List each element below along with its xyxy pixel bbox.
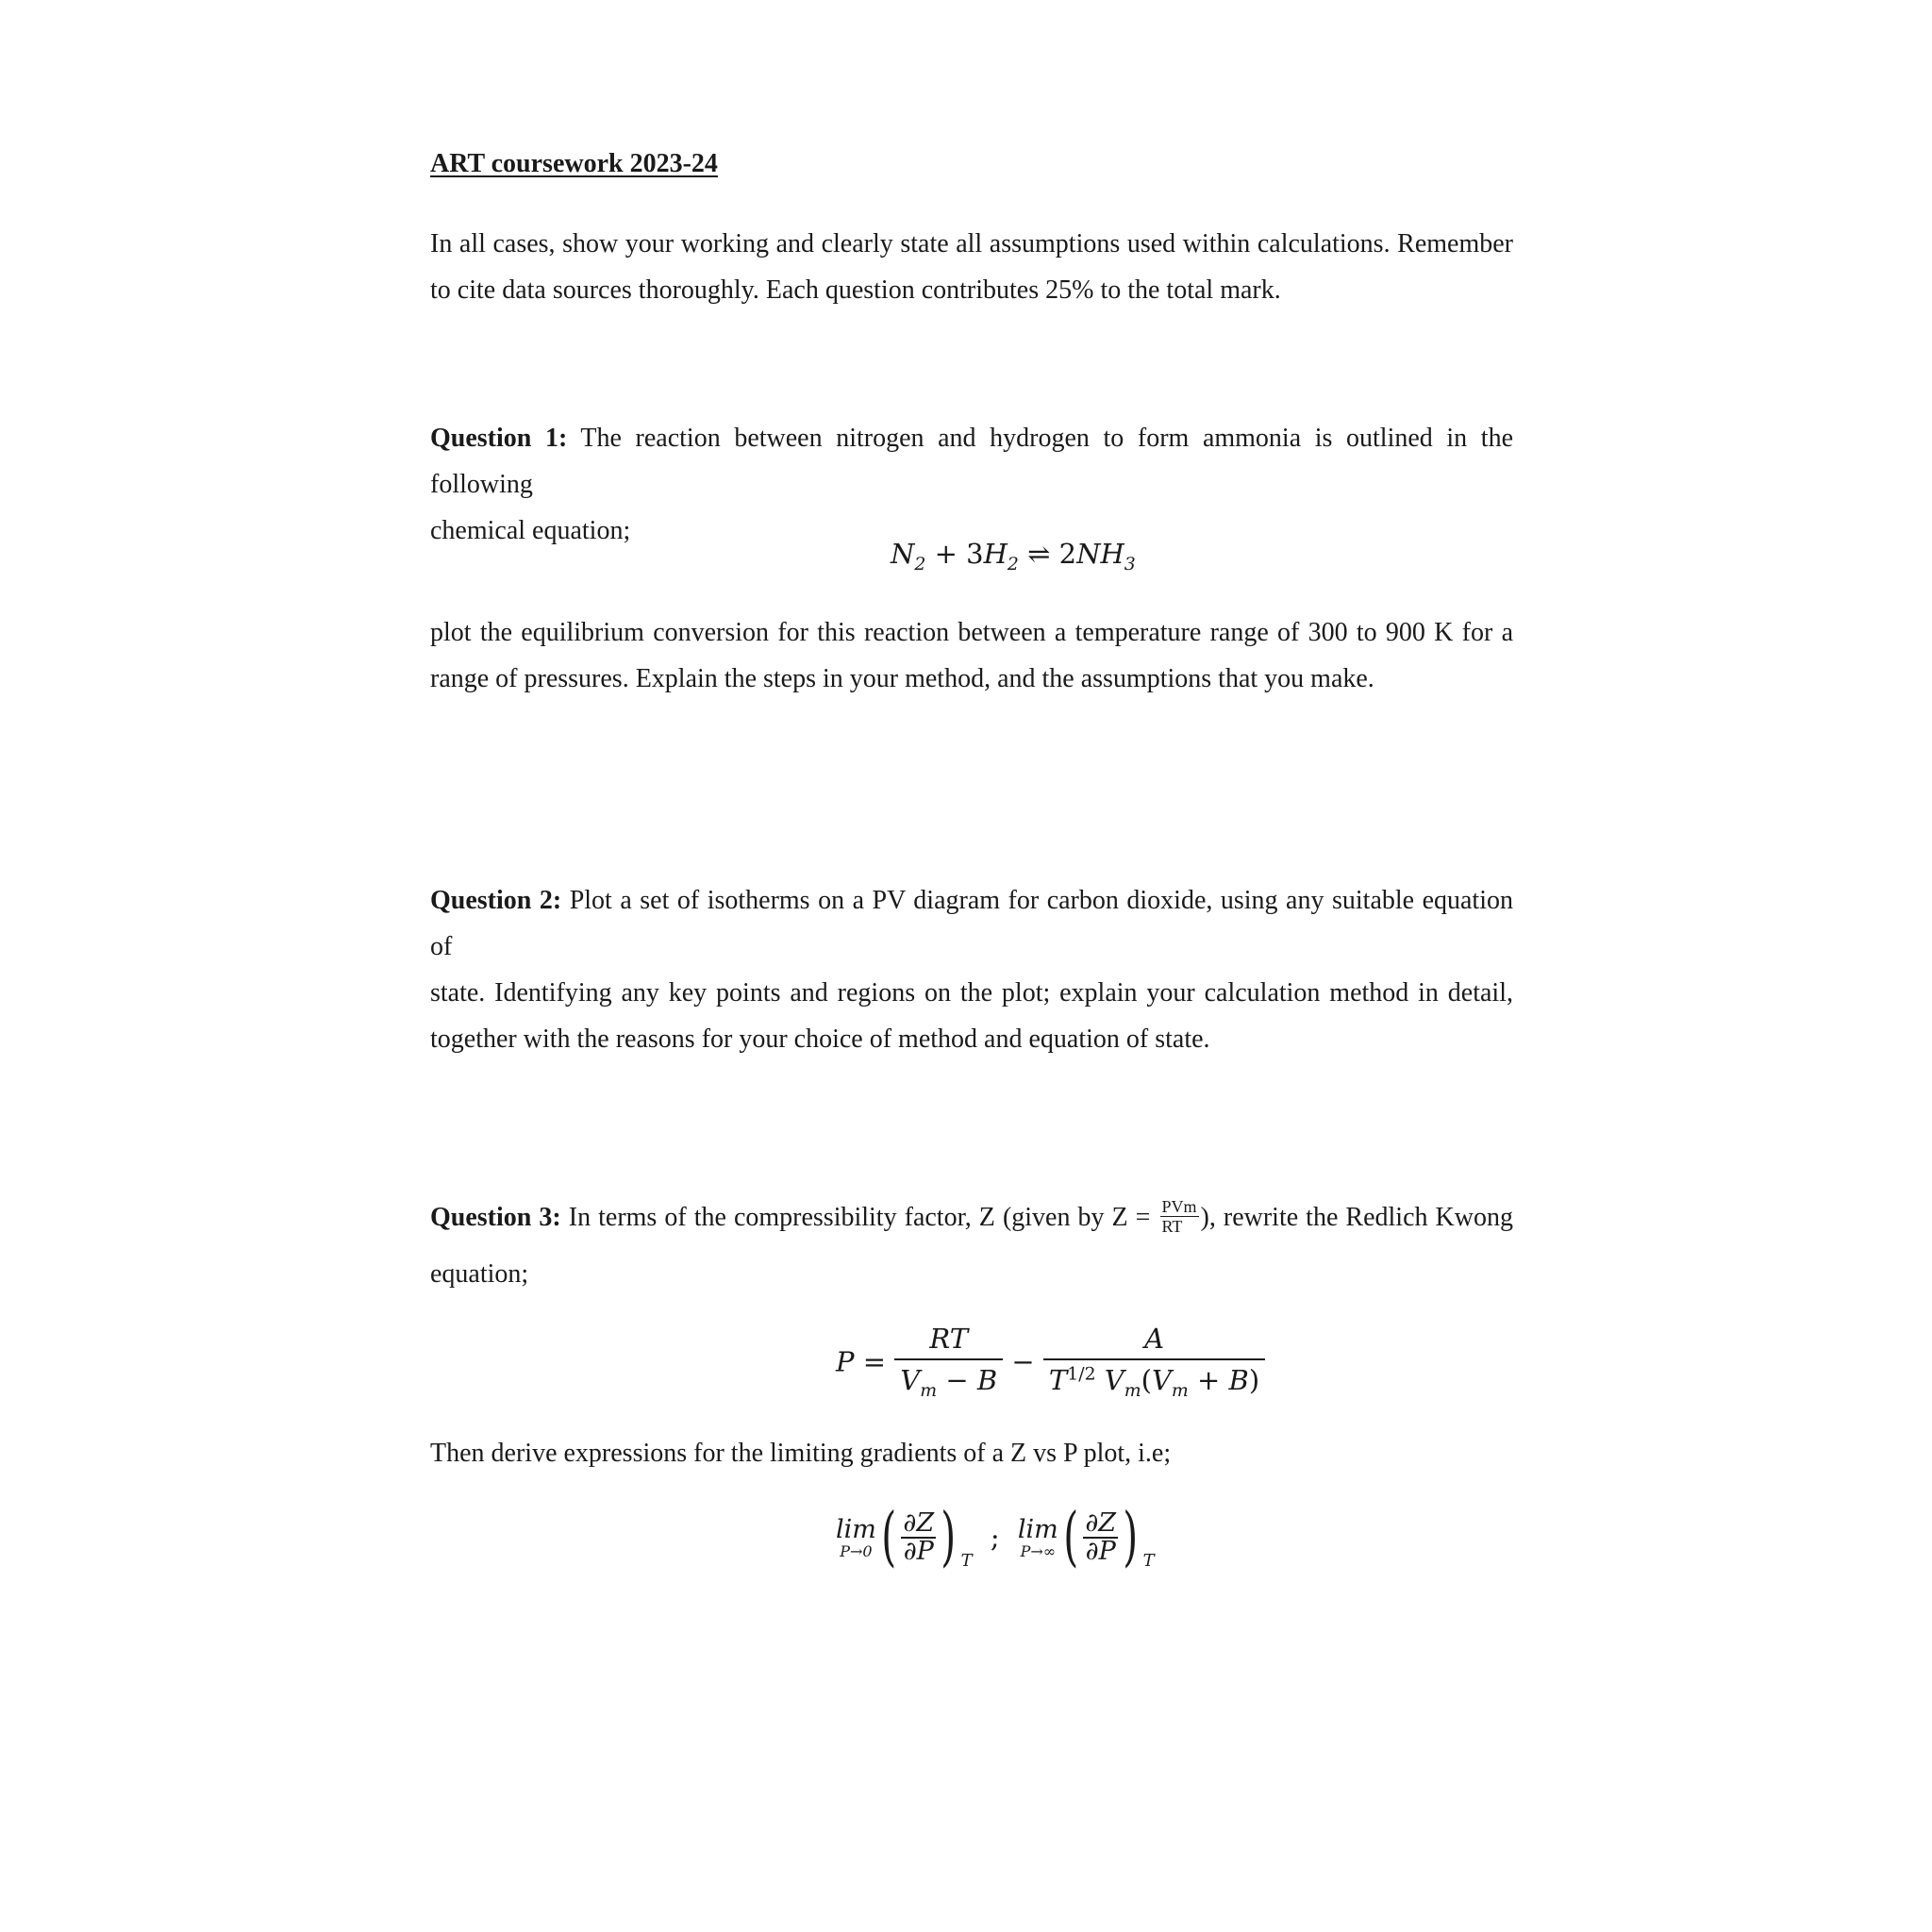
question-3-then [430,1430,1513,1476]
question-3-line-2: equation; [430,1259,529,1289]
derivative-1 [901,1507,936,1566]
derivative-2-denominator: ∂P [1085,1537,1116,1566]
rk-fraction-2-numerator: A [1043,1323,1265,1360]
limit-1-word: lim [836,1514,876,1544]
question-1-label: Question 1: [430,424,568,453]
derivative-2-numerator: ∂Z [1085,1507,1117,1538]
limit-2-close-paren: ) [1123,1500,1139,1574]
limit-2-open-paren: ( [1063,1500,1079,1574]
limit-2 [1017,1514,1058,1560]
derivative-1-denominator: ∂P [903,1537,934,1566]
question-2-line-2: state. Identifying any key points and regions on the plot; explain your calculation method in detail, [430,978,1513,1008]
derivative-1-numerator: ∂Z [903,1507,935,1538]
limit-1 [836,1514,876,1560]
question-2-line-3: together with the reasons for your choice of method and equation of state. [430,1024,1210,1054]
rk-fraction-1-numerator: RT [894,1323,1003,1360]
question-3-line-2-wrap [430,1251,1513,1297]
z-fraction-numerator: PVm [1161,1197,1197,1217]
derivative-2 [1083,1507,1118,1566]
intro-line-1: In all cases, show your working and clearly state all assumptions used within calculations. Remember [430,229,1513,258]
question-3-line-1 [430,1194,1513,1241]
rk-fraction-1-denominator: $V_m - B$ [900,1364,998,1401]
question-2 [430,877,1513,1062]
limit-2-word: lim [1017,1514,1058,1544]
intro-paragraph [430,221,1513,313]
question-2-label: Question 2: [430,886,562,915]
derivative-1-subscript: T [960,1551,973,1571]
limit-1-close-paren: ) [941,1500,957,1574]
question-2-text: Plot a set of isotherms on a PV diagram for carbon dioxide, using any suitable equation of [430,886,1513,961]
z-fraction-denominator: RT [1161,1217,1183,1237]
rk-lhs: P = [836,1345,887,1378]
limit-1-open-paren: ( [881,1500,897,1574]
limiting-gradients [836,1500,1155,1574]
question-1-after-line-1: plot the equilibrium conversion for this reaction between a temperature range of 300 to 900 K for a [430,618,1513,647]
redlich-kwong-equation [836,1323,1265,1401]
limit-1-subscript: P→0 [840,1541,873,1560]
question-1-after-line-2: range of pressures. Explain the steps in your method, and the assumptions that you make. [430,664,1374,693]
question-3-label: Question 3: [430,1203,561,1232]
question-1-line-1 [430,415,1513,508]
question-1 [430,415,1513,554]
question-1-line-2: chemical equation; [430,516,631,545]
limit-2-subscript: P→∞ [1020,1541,1057,1560]
derivative-2-subscript: T [1142,1551,1155,1571]
question-2-line-1 [430,877,1513,970]
question-3 [430,1194,1513,1241]
rk-minus: − [1011,1345,1035,1378]
ammonia-equation: $N_2 + 3H_2$ ⇌ $2NH_3$ [891,538,1136,575]
rk-fraction-1 [894,1323,1003,1401]
limit-separator: ; [990,1522,1000,1554]
question-3-then-line: Then derive expressions for the limiting gradients of a Z vs P plot, i.e; [430,1439,1172,1468]
rk-fraction-2 [1043,1323,1265,1401]
question-1-text: The reaction between nitrogen and hydrogen to form ammonia is outlined in the following [430,424,1513,499]
z-definition-fraction [1160,1197,1199,1236]
question-3-text-pre: In terms of the compressibility factor, Z (given by Z = [560,1203,1158,1232]
page-title: ART coursework 2023-24 [430,149,718,178]
question-1-continuation [430,609,1513,702]
question-3-text-post: ), rewrite the Redlich Kwong [1200,1203,1513,1232]
intro-line-2: to cite data sources thoroughly. Each question contributes 25% to the total mark. [430,275,1281,305]
rk-fraction-2-denominator: $T^{1/2}$ $V_m(V_m + B)$ [1048,1364,1260,1401]
